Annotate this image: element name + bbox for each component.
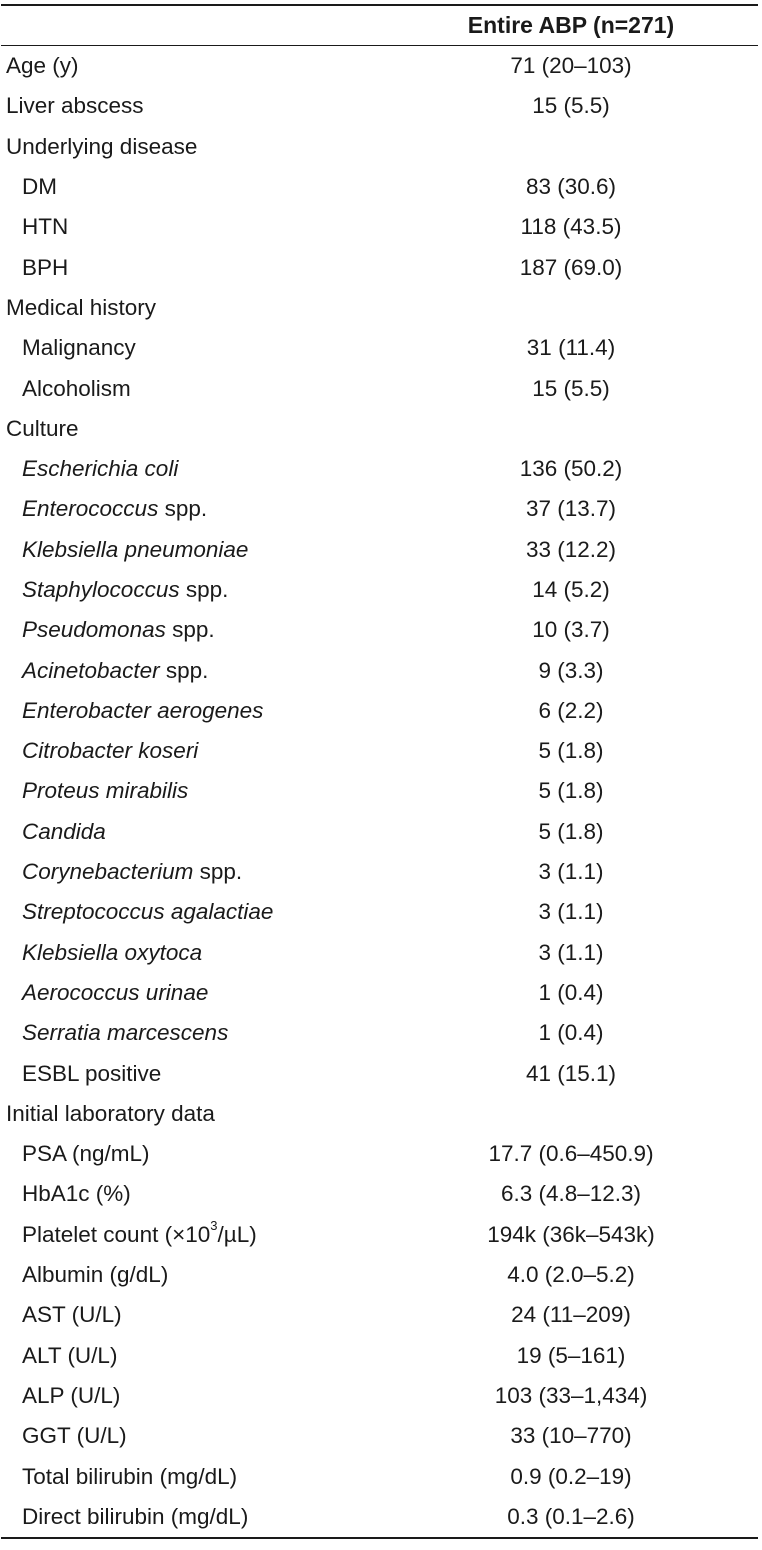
table-row (1, 368, 758, 408)
row-value: 5 (1.8) (538, 738, 604, 764)
section-label: Culture (6, 415, 79, 441)
table-row (1, 1134, 758, 1174)
row-value: 37 (13.7) (525, 496, 617, 522)
row-value: 17.7 (0.6–450.9) (488, 1141, 654, 1167)
organism-suffix: spp. (159, 657, 209, 683)
organism-suffix: spp. (165, 617, 215, 643)
table-row (1, 771, 758, 811)
table-row (1, 933, 758, 973)
row-value: 31 (11.4) (526, 335, 616, 361)
row-label: AST (U/L) (22, 1302, 122, 1328)
row-value: 136 (50.2) (519, 456, 623, 482)
row-label: Total bilirubin (mg/dL) (22, 1463, 238, 1489)
row-value: 33 (12.2) (525, 536, 617, 562)
organism-name: Escherichia coli (22, 456, 179, 482)
row-value: 24 (11–209) (511, 1302, 631, 1328)
row-label (1, 738, 421, 764)
table-row (1, 1053, 758, 1093)
row-label: HTN (22, 214, 69, 240)
table-row (1, 610, 758, 650)
row-label (1, 1218, 421, 1248)
section-label: Medical history (6, 294, 157, 320)
label-superscript: 3 (210, 1218, 218, 1234)
row-label (1, 456, 421, 482)
table-header (1, 6, 758, 46)
row-label: Direct bilirubin (mg/dL) (22, 1503, 249, 1529)
row-value: 41 (15.1) (525, 1060, 617, 1086)
table-row (1, 1336, 758, 1376)
row-label: Alcoholism (22, 375, 131, 401)
header-value-cell: Entire ABP (n=271) (467, 12, 675, 38)
row-value: 3 (1.1) (538, 899, 604, 925)
organism-name: Corynebacterium (22, 859, 194, 885)
row-label (1, 819, 421, 845)
section-label: Underlying disease (6, 133, 198, 159)
table-row (1, 973, 758, 1013)
table-row (1, 449, 758, 489)
section-row (1, 409, 758, 449)
row-value: 15 (5.5) (532, 375, 610, 401)
row-value: 0.9 (0.2–19) (510, 1463, 632, 1489)
table-row (1, 691, 758, 731)
row-label: Albumin (g/dL) (22, 1262, 169, 1288)
row-value: 19 (5–161) (516, 1342, 626, 1368)
table-row (1, 46, 758, 86)
table-row (1, 1255, 758, 1295)
section-row (1, 288, 758, 328)
organism-name: Pseudomonas (22, 617, 166, 643)
row-label (1, 496, 421, 522)
row-value: 187 (69.0) (519, 254, 623, 280)
label-post: /µL) (217, 1221, 257, 1247)
row-label: ALP (U/L) (22, 1382, 121, 1408)
row-label: GGT (U/L) (22, 1423, 127, 1449)
row-value: 5 (1.8) (538, 778, 604, 804)
row-value: 9 (3.3) (538, 657, 604, 683)
table-row (1, 731, 758, 771)
table-row (1, 892, 758, 932)
section-row (1, 1094, 758, 1134)
organism-name: Staphylococcus (22, 577, 180, 602)
row-label (1, 859, 421, 885)
row-value: 4.0 (2.0–5.2) (507, 1262, 635, 1288)
table-row (1, 1295, 758, 1335)
row-value: 3 (1.1) (538, 939, 604, 965)
table-row (1, 812, 758, 852)
table-row (1, 328, 758, 368)
organism-name: Enterobacter aerogenes (22, 697, 264, 723)
row-label (1, 698, 421, 724)
row-value: 14 (5.2) (532, 577, 610, 602)
row-value: 33 (10–770) (510, 1423, 632, 1449)
row-label (1, 617, 421, 643)
row-label (1, 537, 421, 563)
row-value: 6.3 (4.8–12.3) (500, 1181, 642, 1207)
row-value: 1 (0.4) (538, 979, 604, 1005)
row-value: 5 (1.8) (538, 818, 604, 844)
organism-name: Candida (22, 818, 106, 844)
row-label (1, 1020, 421, 1046)
row-label: Liver abscess (6, 93, 144, 119)
table-row (1, 1013, 758, 1053)
row-label: Age (y) (6, 53, 79, 79)
organism-name: Serratia marcescens (22, 1020, 229, 1046)
table-row (1, 650, 758, 690)
organism-suffix: spp. (179, 577, 229, 602)
row-value: 118 (43.5) (520, 214, 622, 240)
table-row (1, 1416, 758, 1456)
row-label: BPH (22, 254, 69, 280)
table-row (1, 1376, 758, 1416)
row-value: 1 (0.4) (538, 1020, 604, 1046)
row-value: 83 (30.6) (525, 174, 617, 200)
label-pre: Platelet count (×10 (22, 1221, 211, 1247)
organism-name: Klebsiella oxytoca (22, 939, 203, 965)
row-value: 103 (33–1,434) (494, 1382, 648, 1408)
row-value: 3 (1.1) (538, 859, 604, 885)
row-label: HbA1c (%) (22, 1181, 131, 1207)
row-label (1, 658, 421, 684)
characteristics-table (1, 4, 758, 1539)
row-label (1, 899, 421, 925)
row-value: 194k (36k–543k) (487, 1221, 655, 1247)
row-value: 15 (5.5) (532, 93, 610, 119)
row-label: ESBL positive (22, 1060, 162, 1086)
row-value: 71 (20–103) (510, 53, 632, 79)
row-label: PSA (ng/mL) (22, 1141, 150, 1167)
row-value: 0.3 (0.1–2.6) (507, 1503, 635, 1529)
table-row (1, 1456, 758, 1496)
row-label (1, 778, 421, 804)
organism-name: Streptococcus agalactiae (22, 899, 274, 925)
organism-name: Aerococcus urinae (22, 979, 209, 1005)
table-row (1, 1215, 758, 1255)
row-label (1, 980, 421, 1006)
table-row (1, 852, 758, 892)
organism-name: Klebsiella pneumoniae (22, 536, 249, 562)
table-row (1, 167, 758, 207)
row-label: ALT (U/L) (22, 1342, 118, 1368)
table-row (1, 570, 758, 610)
table-row (1, 86, 758, 126)
table-row (1, 530, 758, 570)
table-row (1, 247, 758, 287)
section-row (1, 127, 758, 167)
table-row (1, 207, 758, 247)
table-row (1, 489, 758, 529)
row-label: DM (22, 174, 57, 200)
organism-name: Proteus mirabilis (22, 778, 189, 804)
table-row (1, 1174, 758, 1214)
organism-name: Acinetobacter (22, 657, 160, 683)
organism-suffix: spp. (193, 859, 243, 885)
organism-name: Citrobacter koseri (22, 738, 199, 764)
table-row (1, 1497, 758, 1537)
section-label: Initial laboratory data (6, 1100, 215, 1126)
row-label (1, 940, 421, 966)
organism-suffix: spp. (158, 496, 208, 522)
row-value: 10 (3.7) (532, 617, 610, 643)
row-label (1, 577, 421, 603)
row-label: Malignancy (22, 335, 136, 361)
row-value: 6 (2.2) (538, 697, 604, 723)
organism-name: Enterococcus (22, 496, 159, 522)
